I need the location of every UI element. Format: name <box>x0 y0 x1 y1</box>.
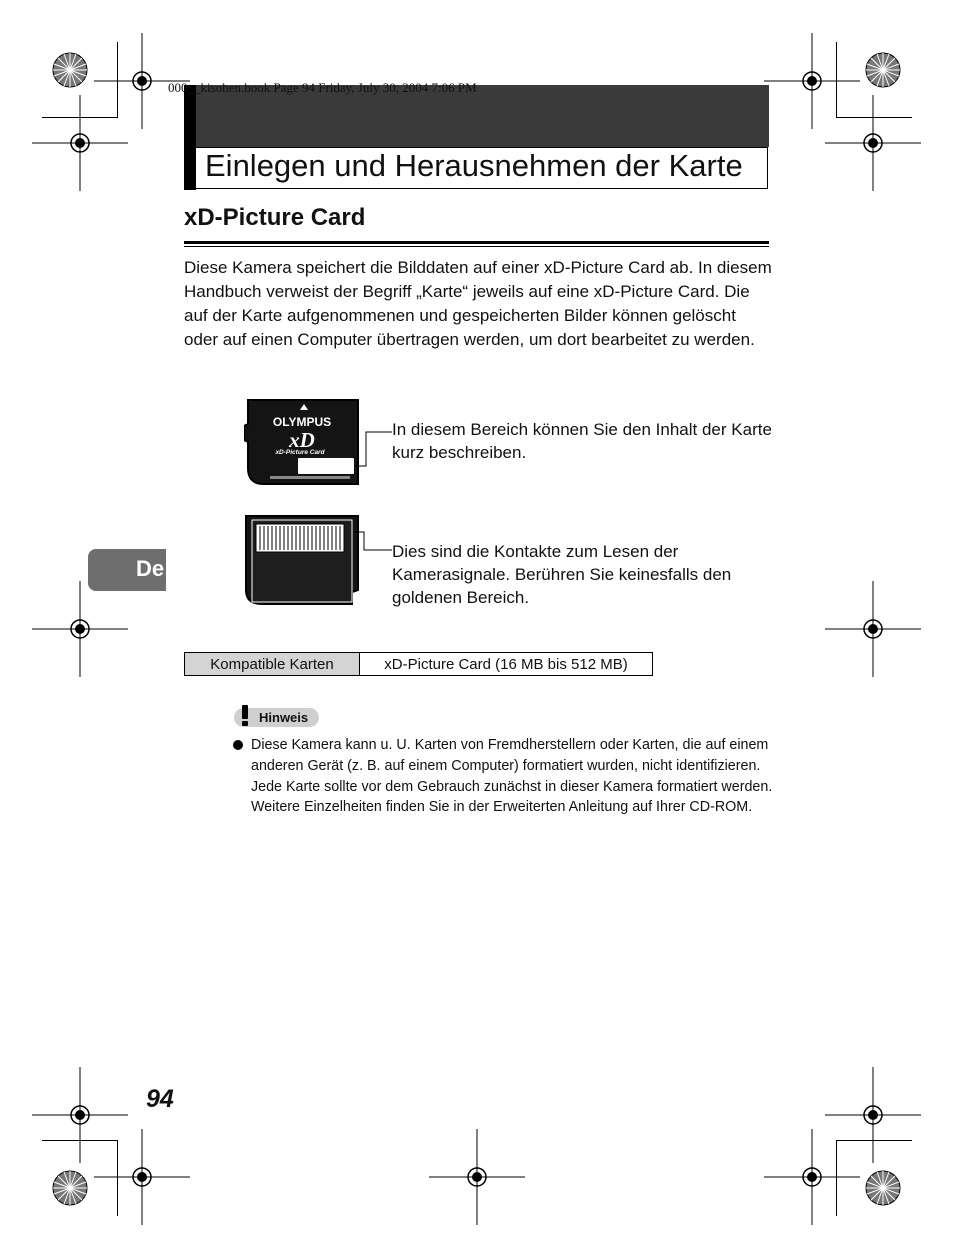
card-back-callout: Dies sind die Kontakte zum Lesen der Kamerasignale. Berühren Sie keinesfalls den goldenen Bereich. <box>392 542 732 607</box>
card-back-illustration <box>242 514 402 608</box>
compatible-cards-table <box>184 652 653 676</box>
language-tab-label: De <box>136 556 165 581</box>
file-info-header: 000__kisohen.book Page 94 Friday, July 30, 2004 7:06 PM <box>168 80 477 95</box>
card-brand: OLYMPUS <box>272 415 332 429</box>
exclamation-icon <box>235 704 255 726</box>
page-title: Einlegen und Herausnehmen der Karte <box>205 148 743 183</box>
section-rule-thin <box>184 246 769 247</box>
card-logo: xD <box>289 428 315 452</box>
bullet-icon <box>233 740 243 750</box>
card-label: xD-Picture Card <box>275 449 325 456</box>
card-front-callout: In diesem Bereich können Sie den Inhalt der Karte kurz beschreiben. <box>392 420 772 462</box>
table-row <box>185 653 653 676</box>
title-accent-bar <box>184 85 196 190</box>
table-value-cell: xD-Picture Card (16 MB bis 512 MB) <box>360 653 653 676</box>
intro-paragraph: Diese Kamera speichert die Bilddaten auf einer xD-Picture Card ab. In diesem Handbuch verweist der Begriff „Karte“ jeweils auf eine xD-Picture Card. Die auf der Karte aufgenommenen und gespeicherten Bilder können gelöscht oder auf einen Computer übertragen werden, um dort bearbeitet zu werden. <box>184 258 772 349</box>
section-title: xD-Picture Card <box>184 204 366 231</box>
card-front-illustration <box>244 396 404 488</box>
hint-note: Diese Kamera kann u. U. Karten von Fremdherstellern oder Karten, die auf einem anderen Gerät (z. B. auf einem Computer) formatiert wurden, nicht identifizieren. Jede Karte sollte vor dem Gebrauch zunächst in dieser Kamera formatiert werden. Weitere Einzelheiten finden Sie in der Erweiterten Anleitung auf Ihrer CD-ROM. <box>251 737 773 816</box>
section-rule-thick <box>184 241 769 244</box>
hint-label: Hinweis <box>259 710 309 725</box>
table-header-cell: Kompatible Karten <box>185 653 360 676</box>
page-number: 94 <box>146 1085 174 1113</box>
